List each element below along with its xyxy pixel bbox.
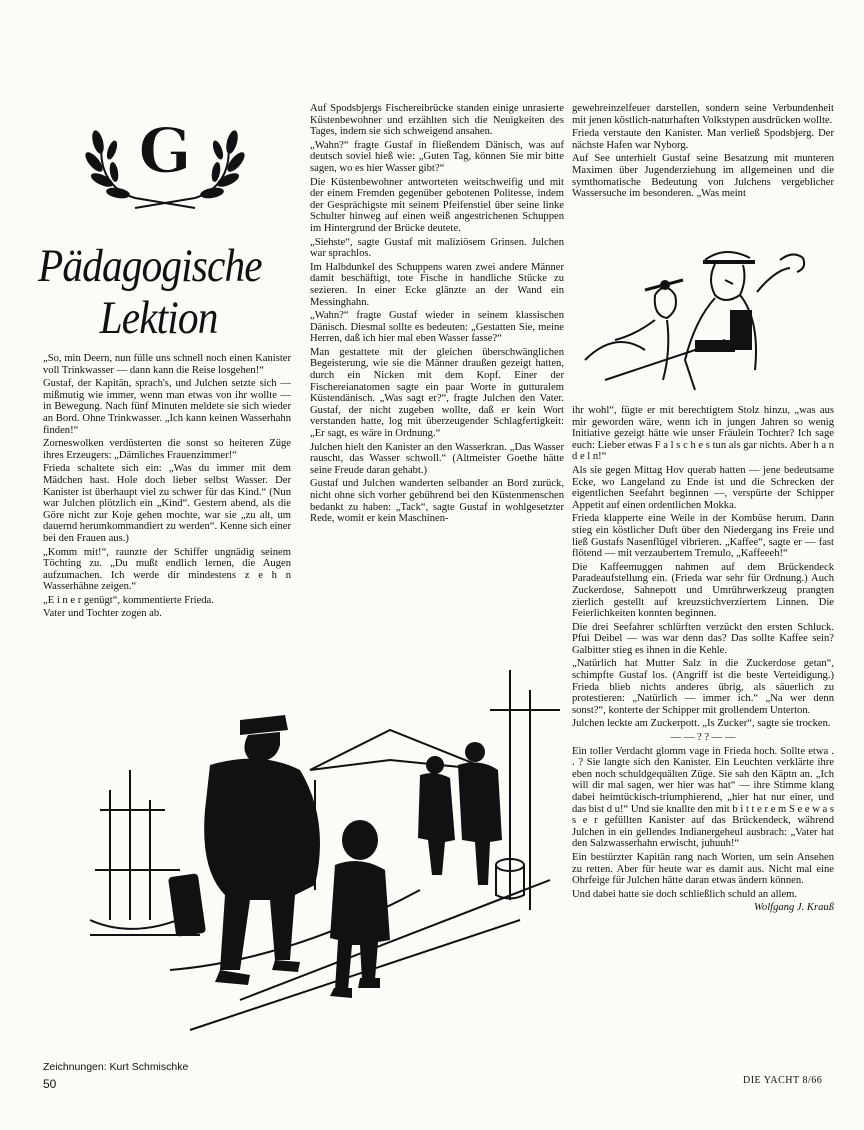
- paragraph: Julchen hielt den Kanister an den Wasserkran. „Das Wasser rauscht, das Wasser schwoll.“ (Altmeister Goethe hätte seine Freude daran gehabt.): [310, 441, 564, 476]
- paragraph: Im Halbdunkel des Schuppens waren zwei andere Männer damit beschäftigt, tote Fische in handliche Stücke zu sezieren. In einer Ecke glänzte an der Wand ein Messinghahn.: [310, 261, 564, 308]
- paragraph: Man gestattete mit der gleichen überschwänglichen Begeisterung, wie sie die Männer draußen gezeigt hatten, durch ein Nicken mit dem Kopf. Einer der Fischereianatomen sagte ein paar Worte in gutturalem Küstendänisch. „Was sagt er?“, fragte Julchen den Vater. Gustaf, der nicht zugeben wollte, daß er kein Wort verstanden hatte, log mit überzeugender Schlagfertigkeit: „Er sagt, es wäre in Ordnung.“: [310, 346, 564, 440]
- paragraph: Frieda verstaute den Kanister. Man verließ Spodsbjerg. Der nächste Hafen war Nyborg.: [572, 128, 834, 151]
- paragraph: „So, min Deern, nun fülle uns schnell noch einen Kanister voll Trinkwasser — dann kann die Reise losgehen!“: [43, 353, 291, 376]
- paragraph: „Komm mit!“, raunzte der Schiffer ungnädig seinem Töchting zu. „Du mußt endlich lernen, die Augen aufzumachen. Ich werde dir mindestens z e h n Wasserhähne zeigen.“: [43, 546, 291, 593]
- paragraph: Julchen leckte am Zuckerpott. „Is Zucker“, sagte sie trocken.: [572, 718, 831, 730]
- paragraph: „Wahn?“ fragte Gustaf in fließendem Dänisch, was auf deutsch soviel hieß wie: „Guten Tag, können Sie mir bitte sagen, wo es hier Wasser gibt?“: [310, 139, 564, 174]
- initial-letter: G: [138, 114, 192, 187]
- paragraph: Gustaf und Julchen wanderten selbander an Bord zurück, nicht ohne sich vorher gebührend bei den Küstenmenschen bedankt zu haben: „Tack“, sagte Gustaf in wohlgesetzter Rede, womit er kein Maschinen-: [310, 478, 564, 525]
- paragraph: Und dabei hatte sie doch schließlich schuld an allem.: [572, 888, 798, 900]
- paragraph: Frieda schaltete sich ein: „Was du immer mit dem Mädchen hast. Hole doch lieber selbst Wasser. Der Kanister ist überhaupt viel zu schwer für das Kind.“ (Nun war Julchen plötzlich ein „Kind“. Gestern abend, als die Göre nicht zur Koje gehen mochte, war sie „zu alt, um dauernd herumkommandiert zu werden“. Kenne sich einer bei den Frauen aus.): [43, 463, 291, 544]
- text-column-2: [310, 103, 564, 720]
- paragraph: „Siehste“, sagte Gustaf mit maliziösem Grinsen. Julchen war sprachlos.: [310, 236, 564, 260]
- paragraph: Auf Spodsbjergs Fischereibrücke standen einige unrasierte Küstenbewohner und erzählten sich die Neuigkeiten des Tages, indem sie sich schweigend ansahen.: [310, 103, 564, 138]
- paragraph: Vater und Tochter zogen ab.: [43, 608, 162, 620]
- page-number: 50: [43, 1077, 57, 1091]
- paragraph: Gustaf, der Kapitän, sprach's, und Julchen setzte sich — mißmutig wie immer, wenn man etwas von ihr wollte — in Bewegung. Nach fünf Minuten meldete sie sich wieder an Bord. Ohne Trinkwasser. „Ich kann keinen Wasserhahn finden!“: [43, 378, 291, 436]
- illustration-sailors: [575, 240, 835, 400]
- paragraph: Die Kaffeemuggen nahmen auf dem Brückendeck Paradeaufstellung ein. (Frieda war sehr für Ordnung.) Auch Zuckerdose, Sahnepott und Umrührwerkzeug prangten zierlich gestellt auf kreuzstichverziertem Linnen. Die Feierlichkeiten konnten beginnen.: [572, 561, 834, 620]
- article-title: [38, 240, 262, 344]
- paragraph: Frieda klapperte eine Weile in der Kombüse herum. Dann stieg ein köstlicher Duft über den Niedergang ins Freie und ließ Gustafs Nasenflügel vibrieren. „Kaffee“, sagte er — fast flötend — mit verzaubertem Tremulo, „Kaffeeeh!“: [572, 513, 834, 560]
- paragraph: Zorneswolken verdüsterten die sonst so heiteren Züge ihres Erzeugers: „Dämliches Frauenzimmer!“: [43, 438, 291, 461]
- paragraph: gewehreinzelfeuer darstellen, sondern seine Verbundenheit mit jenen köstlich-naturhaften Volkstypen ausdrücken wollte.: [572, 103, 834, 126]
- paragraph: Die drei Seefahrer schlürften verzückt den ersten Schluck. Pfui Deibel — was war denn das? Das sollte Kaffee sein? Galbitter stieg es ihnen in die Kehle.: [572, 621, 834, 656]
- paragraph: — — ? ? — —: [670, 732, 736, 744]
- paragraph: „Natürlich hat Mutter Salz in die Zuckerdose getan“, schimpfte Gustaf los. (Angriff ist die beste Verteidigung.) Frieda blieb nichts anderes übrig, als säuerlich zu protestieren: „Natürlich — immer ich.“ „Na wer denn sonst?“, konterte der Schipper mit grollendem Unterton.: [572, 658, 834, 716]
- author-signature: Wolfgang J. Krauß: [754, 902, 834, 914]
- title-line-2: Lektion: [99, 292, 218, 344]
- paragraph: Als sie gegen Mittag Hov querab hatten — jene bedeutsame Ecke, wo Langeland zu Ende ist und die Schrecken der eigentlichen Seefahrt beginnen —, verspürte der Schipper Appetit auf einen ordentlichen Mokka.: [572, 464, 834, 511]
- paragraph: ihr wohl“, fügte er mit berechtigtem Stolz hinzu, „was aus mir geworden wäre, wenn ich in jungen Jahren so wenig Initiative gezeigt hätte wie unser Fräulein Tochter? Ich sage euch: Lieber etwas F a l s c h e s tun als gar nichts. Aber h a n d e l n!“: [572, 405, 834, 463]
- initial-wreath-emblem: [80, 100, 250, 210]
- text-column-3-top: [572, 103, 834, 263]
- text-column-3-bottom: [572, 405, 834, 1085]
- paragraph: „Wahn?“ fragte Gustaf wieder in seinem klassischen Dänisch. Diesmal sollte es bedeuten: „Gestatten Sie, meine Herren, daß ich hier mal eben Wasser fasse?“: [310, 310, 564, 345]
- magazine-issue: DIE YACHT 8/66: [743, 1075, 823, 1086]
- text-column-1: [43, 353, 291, 683]
- illustration-harbor: [90, 670, 560, 1050]
- title-line-1: Pädagogische: [38, 240, 262, 292]
- paragraph: Auf See unterhielt Gustaf seine Besatzung mit munteren Maximen über Jugenderziehung im allgemeinen und die symthomatische Bedeutung von Julchens vergeblicher Wassersuche im besonderen. „Was meint: [572, 153, 834, 200]
- paragraph: Die Küstenbewohner antworteten weitschweifig und mit der einem Fremden gegenüber gebotenen Politesse, indem der Gesprächigste mit seinem Pfeifenstiel über seine linke Schulter hinweg auf einen weiß angestrichenen Schuppen im Hintergrund der Brücke deutete.: [310, 176, 564, 234]
- paragraph: „E i n e r genügt“, kommentierte Frieda.: [43, 594, 214, 606]
- illustration-credit: Zeichnungen: Kurt Schmischke: [43, 1061, 189, 1073]
- paragraph: Ein toller Verdacht glomm vage in Frieda hoch. Sollte etwa . . ? Sie langte sich den Kanister. Ein Leuchten verklärte ihre eben noch schuldgequälten Züge. Sie sah den Käptn an. „Ich will dir mal sagen, wer hier was hat“ — ihre Stimme klang dabei heimtückisch-triumphierend, „hier hat nur einer, und das bist d u!“ Und sie knallte den mit b i t t e r e m S e e w a s s e r gefüllten Kanister auf das Brückendeck, während Julchen in ein gellendes Indianergeheul ausbrach: „Vater hat den Salzwasserhahn erwischt, juhuuh!“: [572, 745, 834, 850]
- paragraph: Ein bestürzter Kapitän rang nach Worten, um sein Ansehen zu retten. Aber für heute war es damit aus. Nicht mal eine Ohrfeige für Julchen hätte daran etwas ändern können.: [572, 851, 834, 887]
